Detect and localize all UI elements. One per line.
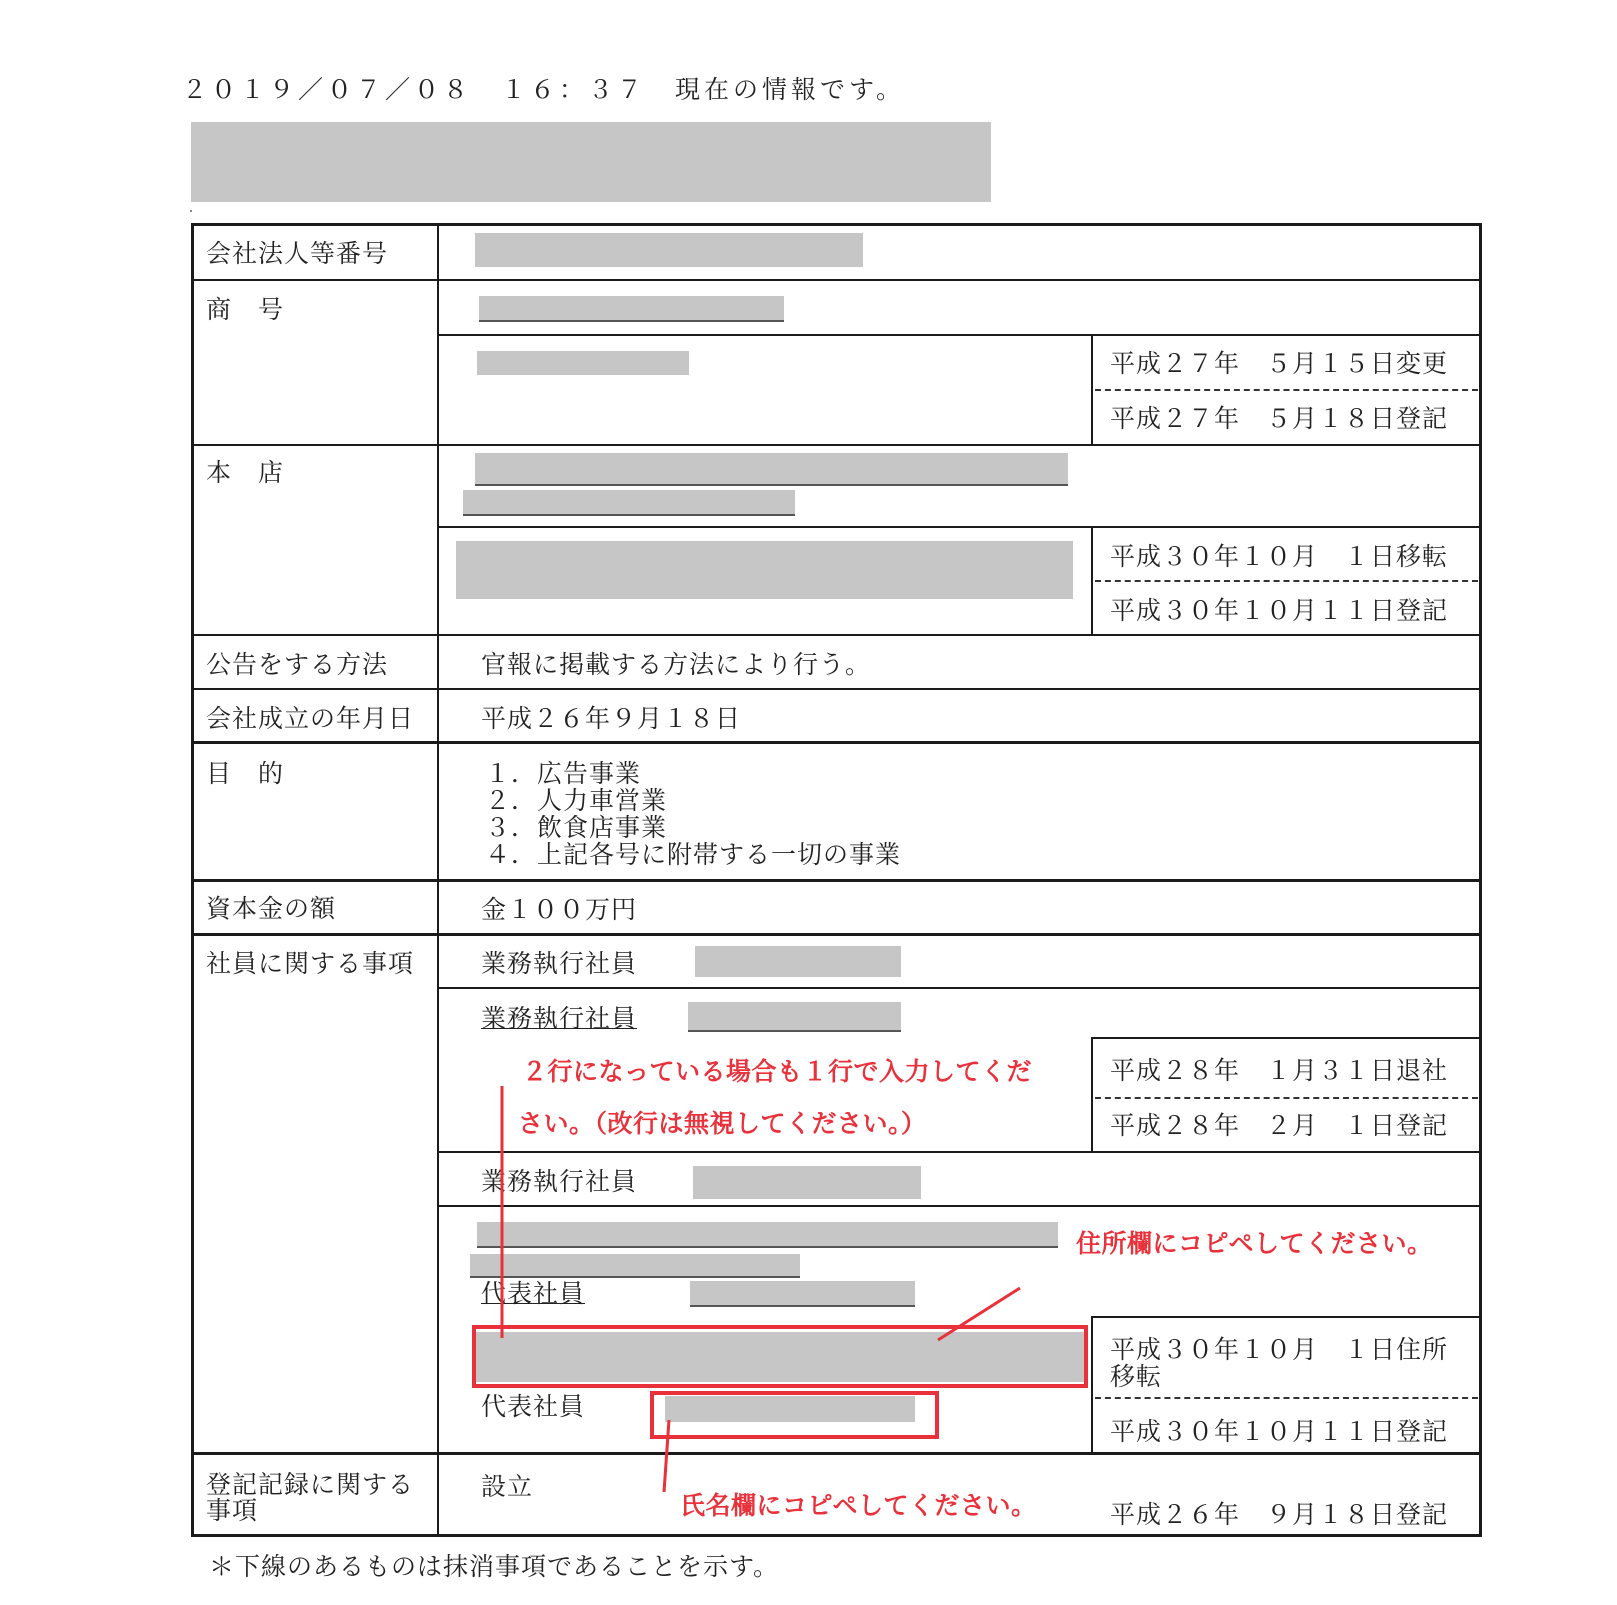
dashed-separator bbox=[1095, 1397, 1478, 1399]
redacted-corp-no bbox=[475, 233, 863, 267]
purpose-item: １．広告事業 bbox=[485, 759, 642, 788]
label-capital: 資本金の額 bbox=[206, 894, 337, 923]
row-sep bbox=[191, 279, 1482, 281]
scan-speck bbox=[190, 210, 192, 212]
registry-history: 平成２６年 ９月１８日登記 bbox=[1110, 1500, 1449, 1529]
row-sep bbox=[191, 634, 1482, 636]
table-border-bottom bbox=[191, 1534, 1482, 1537]
row-sep bbox=[191, 688, 1482, 690]
redacted-rep-old-address-2 bbox=[470, 1254, 800, 1278]
row-sep bbox=[437, 334, 1482, 336]
timestamp-line: ２０１９／０７／０８ １６：３７ 現在の情報です。 bbox=[182, 75, 906, 104]
redacted-new-trade-name bbox=[477, 351, 689, 375]
history-col-divider bbox=[1091, 526, 1093, 636]
history-box-top bbox=[1091, 1037, 1482, 1039]
representative-old: 代表社員 bbox=[481, 1279, 586, 1308]
label-purpose: 目 的 bbox=[206, 759, 285, 788]
history-trade-change: 平成２７年 ５月１５日変更 bbox=[1110, 349, 1449, 378]
table-border-top bbox=[191, 223, 1482, 226]
redacted-old-address-line2 bbox=[463, 490, 795, 516]
history-box-top bbox=[1091, 1316, 1482, 1318]
redacted-rep-old-address-1 bbox=[477, 1222, 1058, 1248]
redacted-member-name-3 bbox=[693, 1166, 921, 1199]
history-office-moved: 平成３０年１０月 １日移転 bbox=[1110, 542, 1449, 571]
row-sep bbox=[437, 987, 1482, 989]
redacted-old-trade-name bbox=[479, 296, 784, 322]
label-notice: 公告をする方法 bbox=[206, 650, 389, 679]
label-members: 社員に関する事項 bbox=[206, 949, 415, 978]
row-sep bbox=[437, 1205, 1482, 1207]
label-corp-no: 会社法人等番号 bbox=[206, 239, 389, 268]
label-head-office: 本 店 bbox=[206, 458, 285, 487]
label-registry-2: 事項 bbox=[206, 1496, 259, 1525]
row-sep bbox=[437, 526, 1482, 528]
name-highlight-frame bbox=[650, 1391, 939, 1439]
founded-value: 平成２６年９月１８日 bbox=[481, 704, 742, 733]
redacted-new-address bbox=[456, 541, 1073, 599]
footer-note: ＊下線のあるものは抹消事項であることを示す。 bbox=[209, 1552, 780, 1581]
label-registry-1: 登記記録に関する bbox=[206, 1470, 415, 1499]
history-rep-address-line1: 平成３０年１０月 １日住所 bbox=[1110, 1335, 1449, 1364]
notice-value: 官報に掲載する方法により行う。 bbox=[481, 650, 872, 679]
row-sep bbox=[437, 1151, 1482, 1153]
row-sep-thick bbox=[191, 1452, 1482, 1455]
purpose-item: ３．飲食店事業 bbox=[485, 813, 668, 842]
history-col-divider bbox=[1091, 1037, 1093, 1153]
history-trade-registered: 平成２７年 ５月１８日登記 bbox=[1110, 404, 1449, 433]
row-sep bbox=[191, 444, 1482, 446]
history-office-registered: 平成３０年１０月１１日登記 bbox=[1110, 596, 1449, 625]
purpose-item: ４．上記各号に附帯する一切の事業 bbox=[485, 840, 902, 869]
note-multiline-1: ２行になっている場合も１行で入力してくだ bbox=[522, 1057, 1033, 1086]
history-member-left: 平成２８年 １月３１日退社 bbox=[1110, 1056, 1449, 1085]
history-member-left-registered: 平成２８年 ２月 １日登記 bbox=[1110, 1111, 1449, 1140]
redacted-member-name-2 bbox=[688, 1002, 901, 1032]
note-address: 住所欄にコピペしてください。 bbox=[1072, 1228, 1437, 1259]
executive-member-2: 業務執行社員 bbox=[481, 1004, 638, 1033]
purpose-item: ２．人力車営業 bbox=[485, 786, 668, 815]
label-trade-name: 商 号 bbox=[206, 295, 285, 324]
history-rep-address-line2: 移転 bbox=[1110, 1362, 1163, 1391]
registry-value: 設立 bbox=[481, 1472, 534, 1501]
note-name: 氏名欄にコピペしてください。 bbox=[680, 1491, 1037, 1520]
dashed-separator bbox=[1095, 580, 1478, 582]
redacted-member-name-1 bbox=[695, 946, 901, 977]
row-sep-thick bbox=[191, 879, 1482, 882]
dashed-separator bbox=[1095, 1097, 1478, 1099]
history-col-divider bbox=[1091, 334, 1093, 446]
label-founded: 会社成立の年月日 bbox=[206, 704, 415, 733]
dashed-separator bbox=[1095, 389, 1478, 391]
redacted-rep-old-name bbox=[690, 1281, 915, 1307]
representative-new: 代表社員 bbox=[481, 1392, 586, 1421]
row-sep-thick bbox=[191, 933, 1482, 936]
redacted-company-title bbox=[191, 122, 991, 202]
row-sep-thick bbox=[191, 741, 1482, 744]
note-multiline-2: さい。（改行は無視してください。） bbox=[518, 1109, 927, 1138]
history-col-divider bbox=[1091, 1316, 1093, 1454]
history-rep-registered: 平成３０年１０月１１日登記 bbox=[1110, 1417, 1449, 1446]
executive-member-1: 業務執行社員 bbox=[481, 949, 638, 978]
capital-value: 金１００万円 bbox=[481, 895, 638, 924]
redacted-old-address-line1 bbox=[475, 453, 1068, 486]
executive-member-3: 業務執行社員 bbox=[481, 1167, 638, 1196]
address-highlight-frame bbox=[472, 1325, 1088, 1388]
